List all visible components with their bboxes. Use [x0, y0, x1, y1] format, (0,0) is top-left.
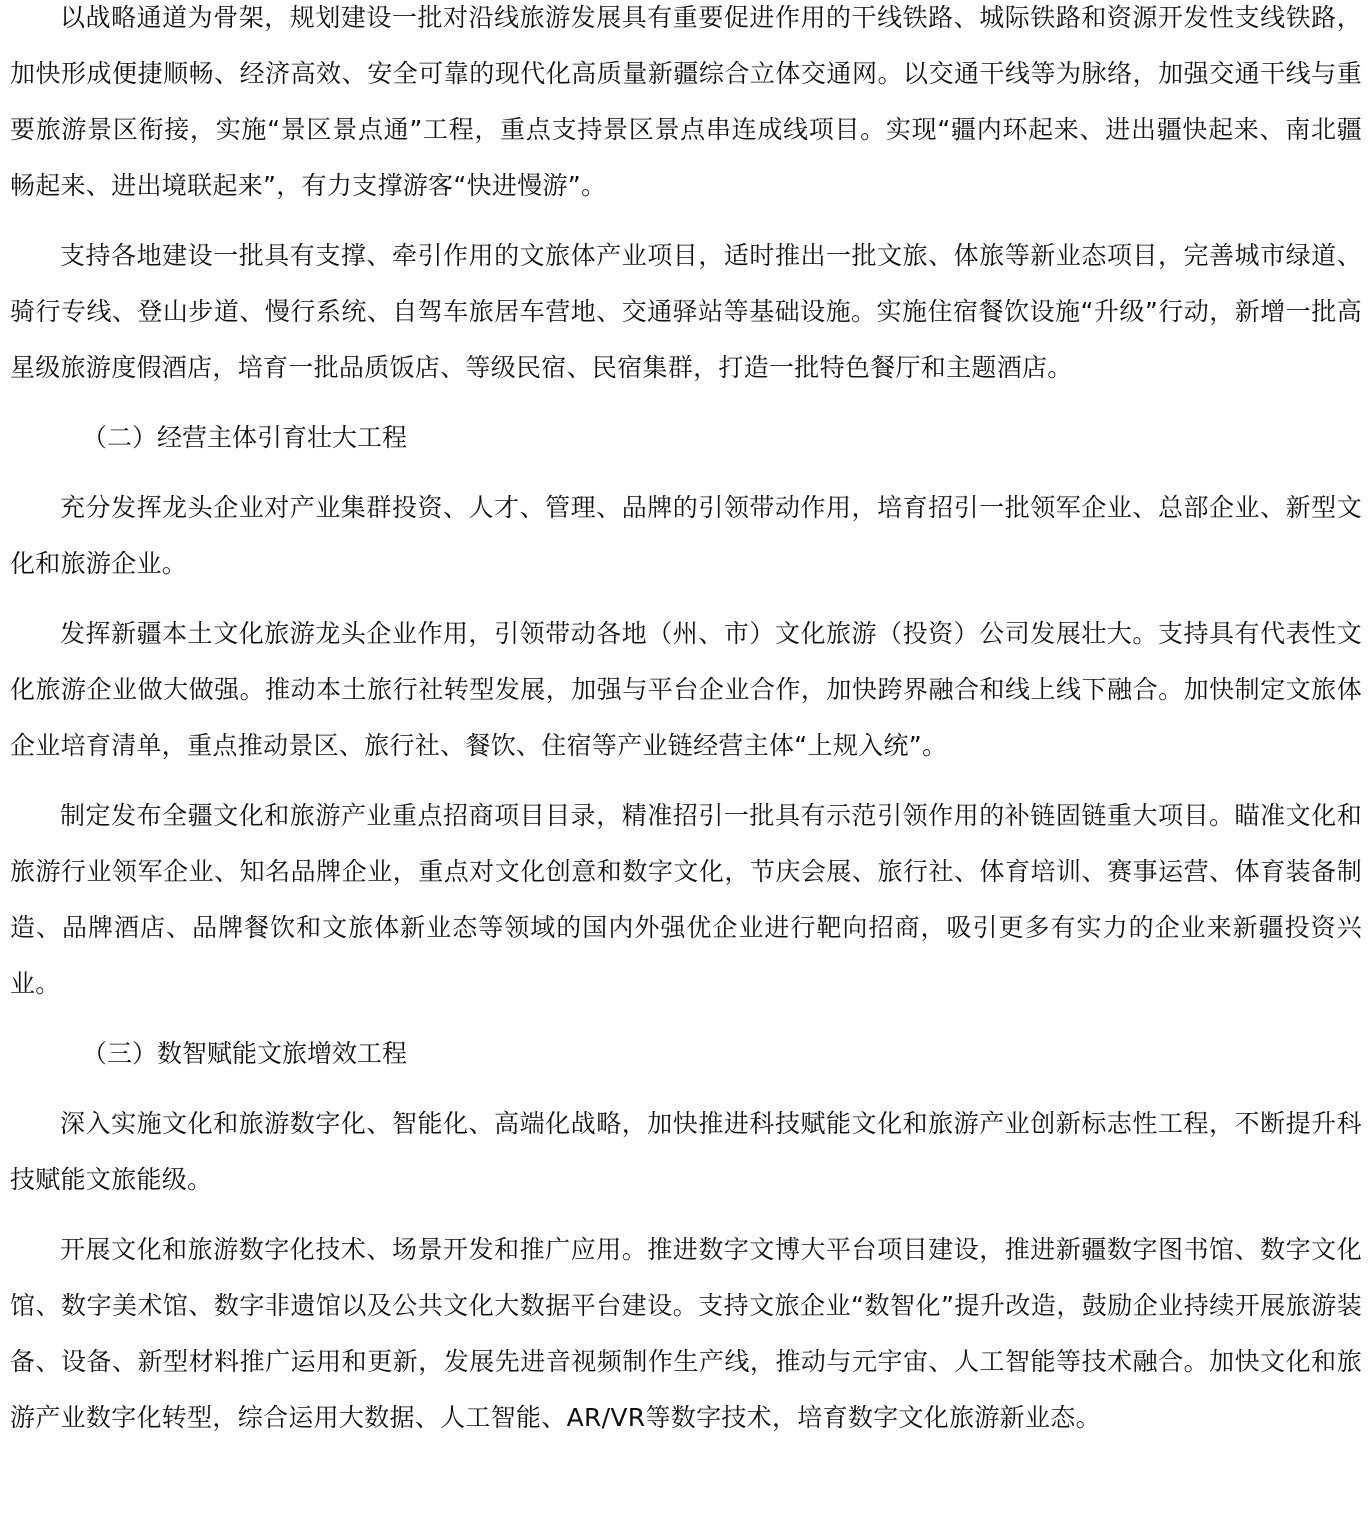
paragraph-transport-network: 以战略通道为骨架，规划建设一批对沿线旅游发展具有重要促进作用的干线铁路、城际铁路和资源开发性支线铁路，加快形成便捷顺畅、经济高效、安全可靠的现代化高质量新疆综合立体交通网。以交通干线等为脉络，加强交通干线与重要旅游景区衔接，实施“景区景点通”工程，重点支持景区景点串连成线项目。实现“疆内环起来、进出疆快起来、南北疆畅起来、进出境联起来”，有力支撑游客“快进慢游”。 — [10, 3, 1362, 200]
document-page — [10, 0, 1362, 1538]
paragraph-local-enterprises: 发挥新疆本土文化旅游龙头企业作用，引领带动各地（州、市）文化旅游（投资）公司发展壮大。支持具有代表性文化旅游企业做大做强。推动本土旅行社转型发展，加强与平台企业合作，加快跨界融合和线上线下融合。加快制定文旅体企业培育清单，重点推动景区、旅行社、餐饮、住宿等产业链经营主体“上规入统”。 — [10, 619, 1362, 760]
paragraph-industry-projects: 支持各地建设一批具有支撑、牵引作用的文旅体产业项目，适时推出一批文旅、体旅等新业态项目，完善城市绿道、骑行专线、登山步道、慢行系统、自驾车旅居车营地、交通驿站等基础设施。实施住宿餐饮设施“升级”行动，新增一批高星级旅游度假酒店，培育一批品质饭店、等级民宿、民宿集群，打造一批特色餐厅和主题酒店。 — [10, 241, 1362, 382]
paragraph-leading-enterprises: 充分发挥龙头企业对产业集群投资、人才、管理、品牌的引领带动作用，培育招引一批领军企业、总部企业、新型文化和旅游企业。 — [10, 493, 1362, 578]
section-heading-2: （二）经营主体引育壮大工程 — [82, 423, 408, 452]
paragraph-digital-strategy: 深入实施文化和旅游数字化、智能化、高端化战略，加快推进科技赋能文化和旅游产业创新标志性工程，不断提升科技赋能文旅能级。 — [10, 1109, 1362, 1194]
paragraph-digital-applications: 开展文化和旅游数字化技术、场景开发和推广应用。推进数字文博大平台项目建设，推进新疆数字图书馆、数字文化馆、数字美术馆、数字非遗馆以及公共文化大数据平台建设。支持文旅企业“数智化”提升改造，鼓励企业持续开展旅游装备、设备、新型材料推广运用和更新，发展先进音视频制作生产线，推动与元宇宙、人工智能等技术融合。加快文化和旅游产业数字化转型，综合运用大数据、人工智能、AR/VR等数字技术，培育数字文化旅游新业态。 — [10, 1235, 1362, 1432]
section-heading-3: （三）数智赋能文旅增效工程 — [82, 1039, 408, 1068]
paragraph-investment-attraction: 制定发布全疆文化和旅游产业重点招商项目目录，精准招引一批具有示范引领作用的补链固链重大项目。瞄准文化和旅游行业领军企业、知名品牌企业，重点对文化创意和数字文化，节庆会展、旅行社、体育培训、赛事运营、体育装备制造、品牌酒店、品牌餐饮和文旅体新业态等领域的国内外强优企业进行靶向招商，吸引更多有实力的企业来新疆投资兴业。 — [10, 801, 1362, 998]
